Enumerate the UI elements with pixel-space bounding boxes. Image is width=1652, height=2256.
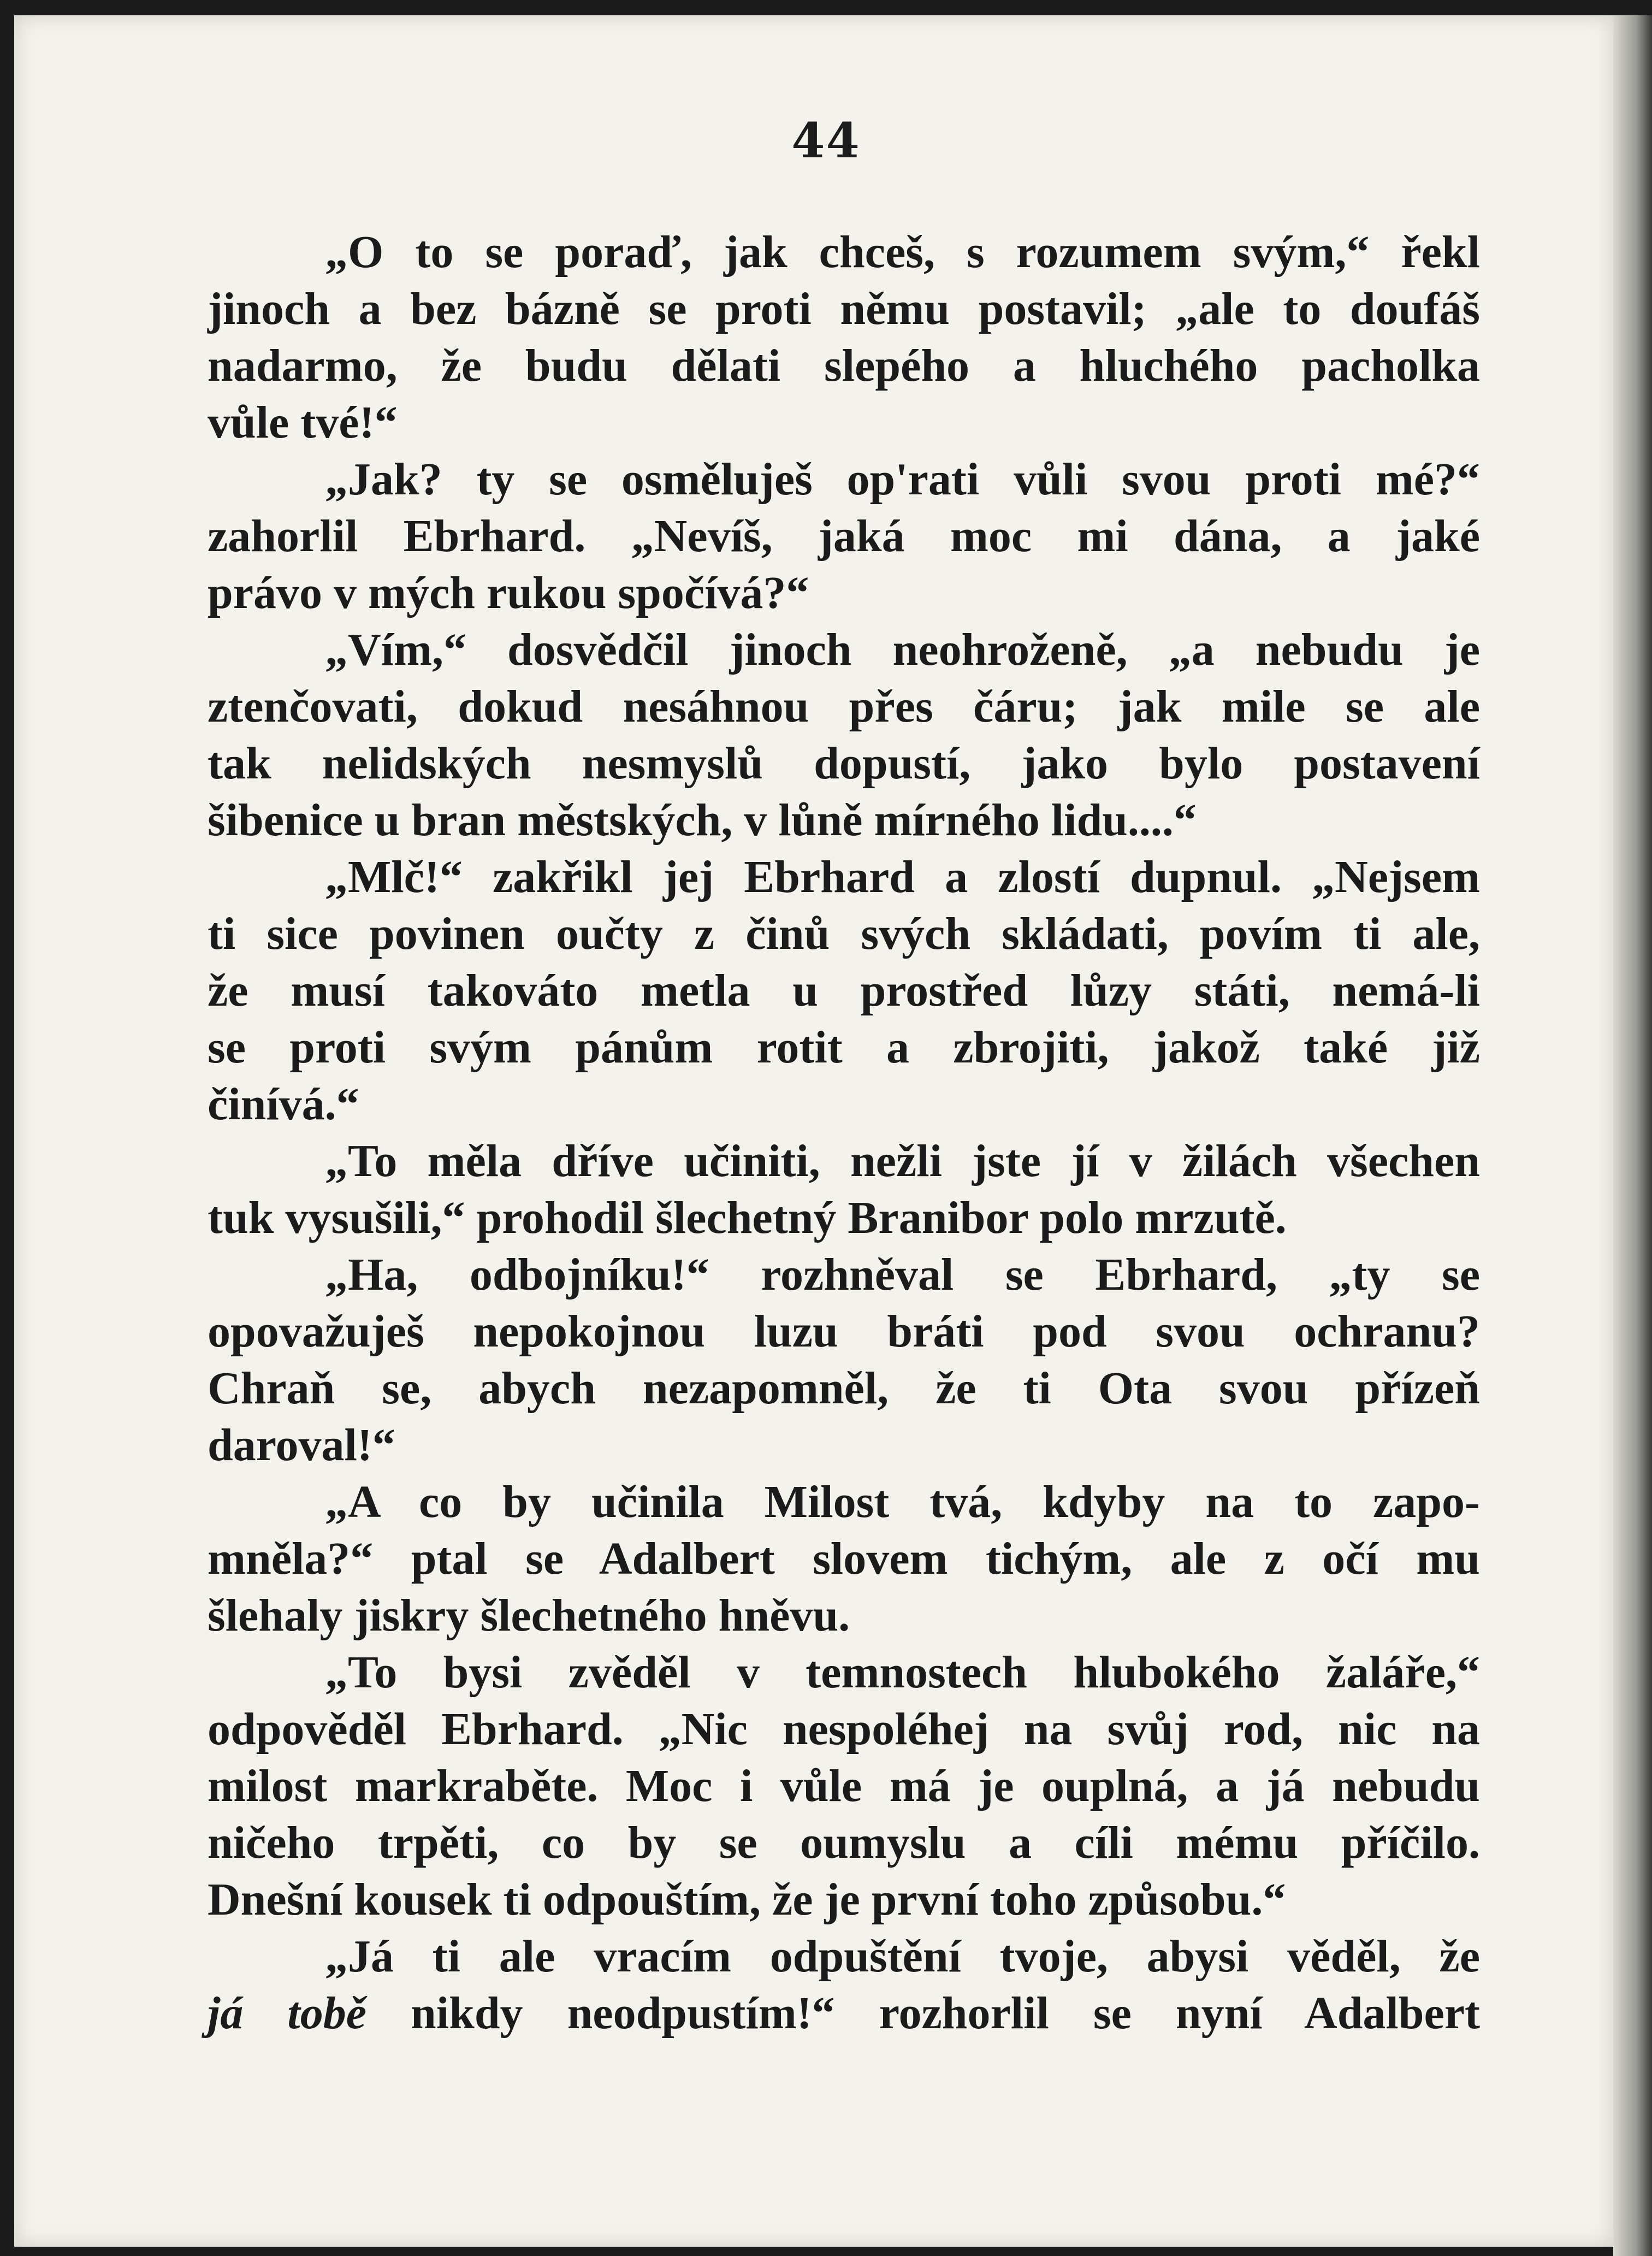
body-text xyxy=(208,224,1480,2042)
text-line: tak nelidských nesmyslů dopustí, jako bylo postavení xyxy=(208,738,1480,789)
text-line: ti sice povinen oučty z činů svých skládati, povím ti ale, xyxy=(208,908,1480,959)
text-line: Dnešní kousek ti odpouštím, že je první toho způsobu.“ xyxy=(208,1874,1286,1925)
text-line: šlehaly jiskry šlechetného hněvu. xyxy=(208,1590,850,1641)
text-line: ztenčovati, dokud nesáhnou přes čáru; jak mile se ale xyxy=(208,681,1480,732)
text-line: daroval!“ xyxy=(208,1420,395,1470)
text-line: mněla?“ ptal se Adalbert slovem tichým, ale z očí mu xyxy=(208,1533,1480,1584)
text-line: opovažuješ nepokojnou luzu bráti pod svou ochranu? xyxy=(208,1306,1480,1357)
text-line: vůle tvé!“ xyxy=(208,397,398,448)
text-line: se proti svým pánům rotit a zbrojiti, jakož také již xyxy=(208,1022,1480,1073)
text-line: „O to se poraď, jak chceš, s rozumem svým,“ řekl xyxy=(325,227,1480,277)
text-line: „To bysi zvěděl v temnostech hlubokého žaláře,“ xyxy=(325,1647,1480,1698)
text-line: „Ha, odbojníku!“ rozhněval se Ebrhard, „ty se xyxy=(325,1249,1480,1300)
text-line: ničeho trpěti, co by se oumyslu a cíli mému příčilo. xyxy=(208,1817,1480,1868)
text-line: činívá.“ xyxy=(208,1079,359,1130)
text-line: „A co by učinila Milost tvá, kdyby na to zapo- xyxy=(325,1477,1480,1527)
text-line: šibenice u bran městských, v lůně mírného lidu....“ xyxy=(208,795,1197,846)
text-line: tuk vysušili,“ prohodil šlechetný Branibor polo mrzutě. xyxy=(208,1192,1287,1243)
text-line: „Mlč!“ zakřikl jej Ebrhard a zlostí dupnul. „Nejsem xyxy=(325,852,1480,902)
text-line: zahorlil Ebrhard. „Nevíš, jaká moc mi dána, a jaké xyxy=(208,511,1480,562)
text-line: že musí takováto metla u prostřed lůzy státi, nemá-li xyxy=(208,965,1480,1016)
page-edge-shadow xyxy=(1613,15,1652,2256)
text-line: „Já ti ale vracím odpuštění tvoje, abysi věděl, že xyxy=(325,1931,1480,1982)
text-line: Chraň se, abych nezapomněl, že ti Ota svou přízeň xyxy=(208,1363,1480,1414)
text-line: nadarmo, že budu dělati slepého a hluchého pacholka xyxy=(208,340,1480,391)
text-line: odpověděl Ebrhard. „Nic nespoléhej na svůj rod, nic na xyxy=(208,1704,1480,1755)
page-number: 44 xyxy=(791,112,861,169)
text-line-rest: nikdy neodpustím!“ rozhorlil se nyní Adalbert xyxy=(366,1988,1480,2039)
text-line: „To měla dříve učiniti, nežli jste jí v žilách všechen xyxy=(325,1136,1480,1186)
text-line: „Vím,“ dosvědčil jinoch neohroženě, „a nebudu je xyxy=(325,624,1480,675)
text-line: milost markraběte. Moc i vůle má je ouplná, a já nebudu xyxy=(208,1761,1480,1811)
text-line-final xyxy=(208,1985,1480,2042)
emphasized-text: já tobě xyxy=(208,1988,367,2039)
text-line: právo v mých rukou spočívá?“ xyxy=(208,568,809,618)
text-line: jinoch a bez bázně se proti němu postavil; „ale to doufáš xyxy=(208,284,1480,334)
text-line: „Jak? ty se osměluješ op'rati vůli svou proti mé?“ xyxy=(325,454,1480,505)
